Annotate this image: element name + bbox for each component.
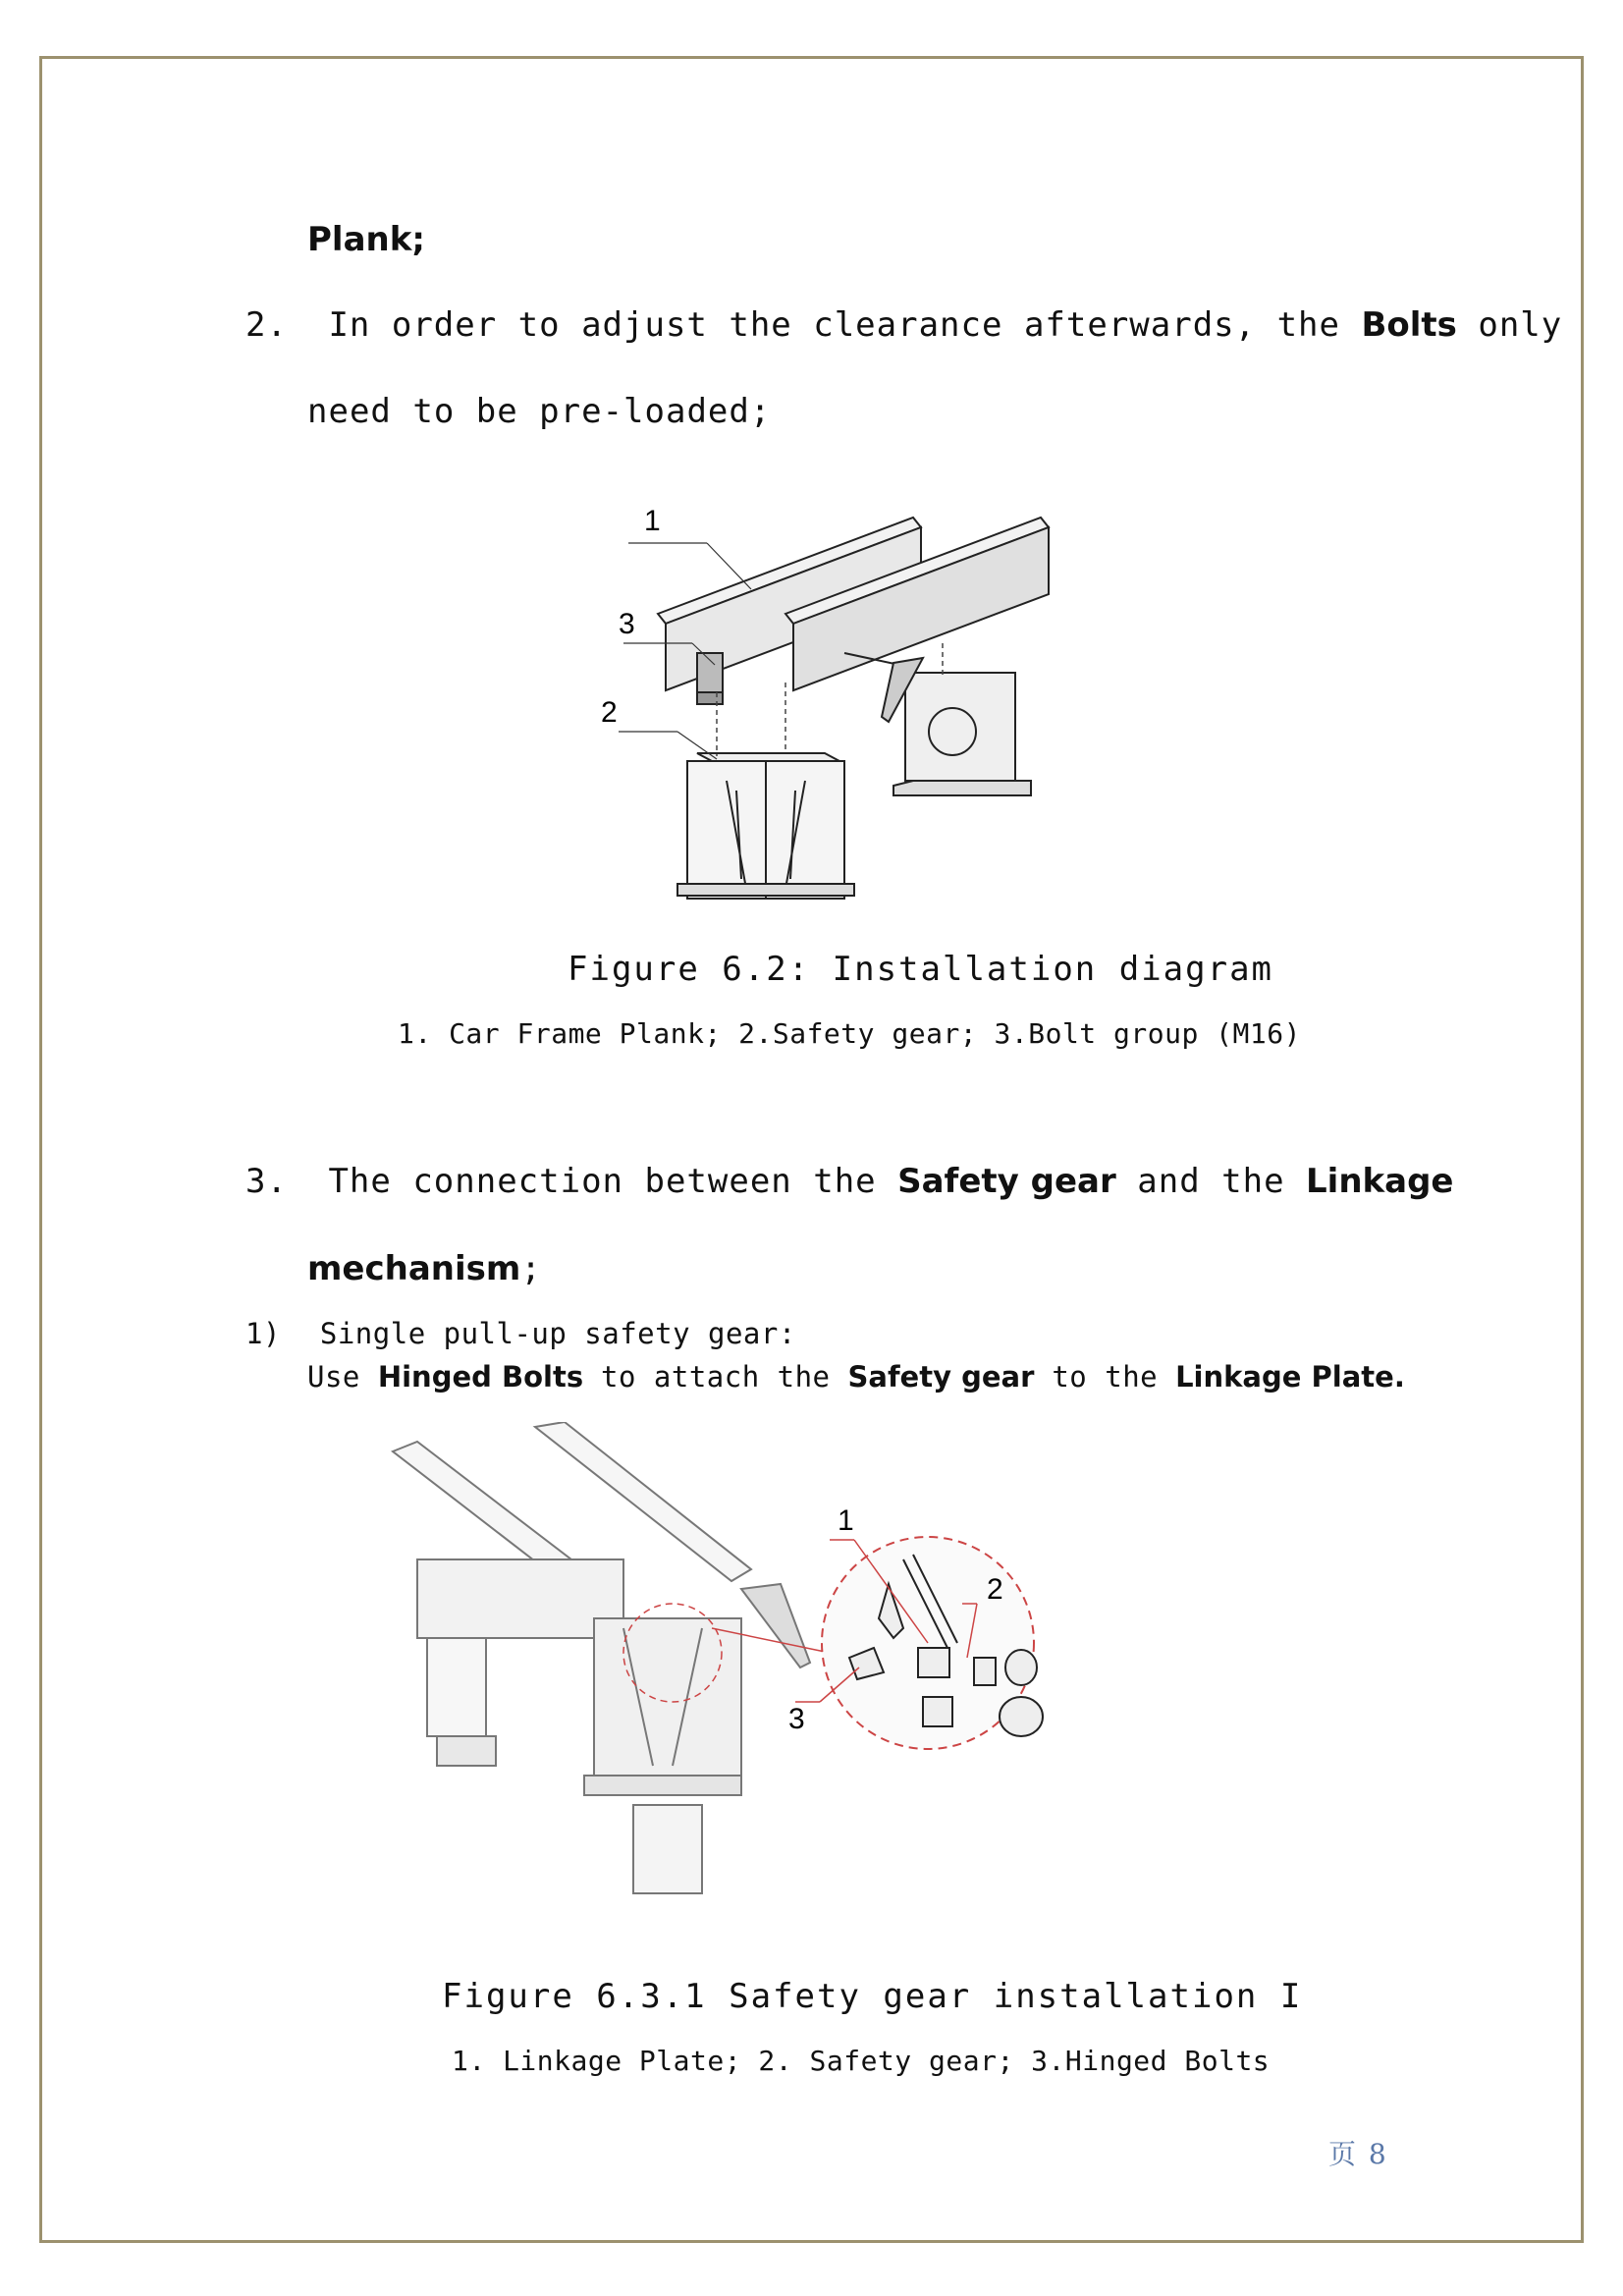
list-item-2: 2. In order to adjust the clearance afterwards, the Bolts only (245, 305, 1563, 345)
list-item-3-continued: mechanism; (307, 1249, 542, 1288)
callout-3: 3 (619, 608, 635, 640)
list-item-2-continued: need to be pre-loaded; (307, 392, 772, 431)
text-line-plank: Plank; (307, 220, 425, 259)
page-border (39, 56, 1584, 2243)
sub-item-1-instruction: Use Hinged Bolts to attach the Safety gear to the Linkage Plate. (307, 1360, 1405, 1394)
figure-legend-6-3-1: 1. Linkage Plate; 2. Safety gear; 3.Hinged Bolts (452, 2045, 1271, 2077)
callout-3: 3 (788, 1703, 805, 1735)
list-item-3: 3. The connection between the Safety gear and the Linkage (245, 1162, 1454, 1201)
page-number: 页 8 (1328, 2138, 1388, 2170)
safety-gear-installation-diagram (388, 1422, 1095, 1903)
figure-legend-6-2: 1. Car Frame Plank; 2.Safety gear; 3.Bolt group (M16) (398, 1017, 1301, 1050)
figure-caption-6-2: Figure 6.2: Installation diagram (568, 950, 1274, 989)
callout-1: 1 (644, 505, 661, 537)
figure-caption-6-3-1: Figure 6.3.1 Safety gear installation I (442, 1977, 1303, 2016)
sub-item-1: 1) Single pull-up safety gear: (245, 1317, 796, 1350)
callout-2: 2 (601, 696, 618, 729)
installation-diagram (569, 496, 1080, 908)
callout-1: 1 (838, 1504, 854, 1537)
callout-2: 2 (987, 1573, 1003, 1606)
